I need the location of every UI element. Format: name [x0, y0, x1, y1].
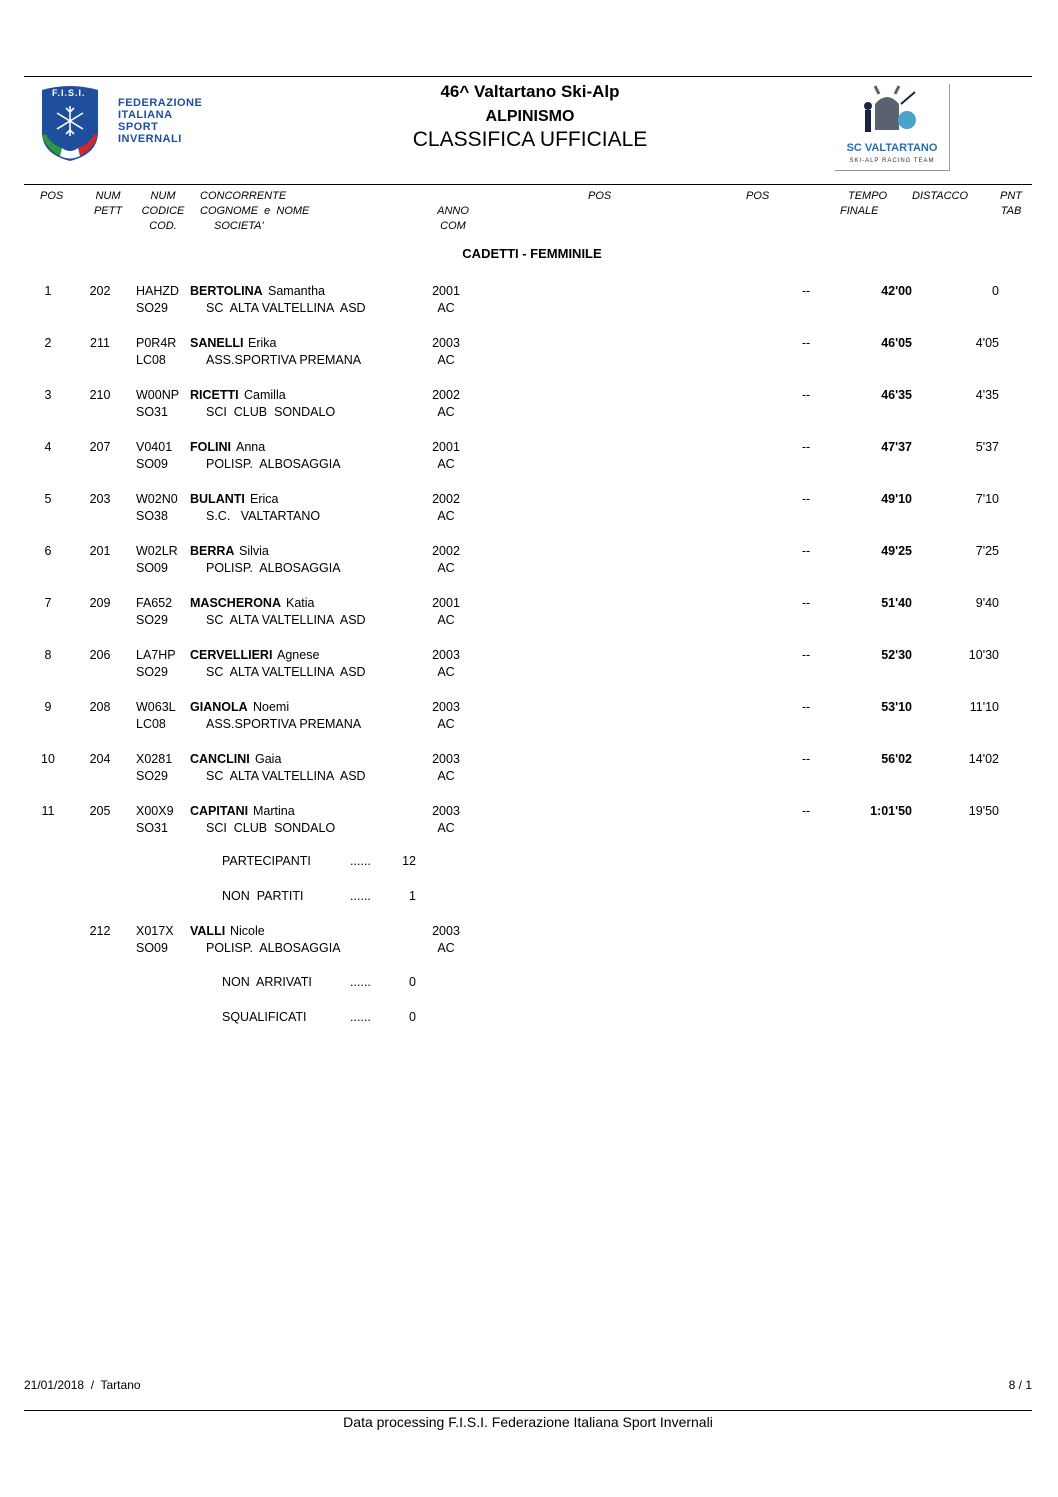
fisi-emblem-text: F.I.S.I.: [52, 88, 86, 98]
result-surname: BULANTI: [190, 492, 245, 506]
fisi-line: ITALIANA: [118, 109, 173, 121]
header-line: COD.: [149, 220, 177, 232]
fisi-line: INVERNALI: [118, 133, 182, 145]
ranking-type: CLASSIFICA UFFICIALE: [412, 128, 648, 151]
footer-rule: [24, 1410, 1032, 1411]
fisi-line: SPORT: [118, 121, 159, 133]
result-name: Agnese: [277, 648, 320, 662]
result-club-code: SO09: [136, 457, 168, 471]
summary-label: NON PARTITI: [222, 889, 304, 903]
summary-dots: ......: [350, 854, 371, 868]
summary-label: PARTECIPANTI: [222, 854, 311, 868]
result-dash: --: [801, 492, 811, 506]
result-pett: 203: [89, 492, 111, 506]
header-line: TAB: [1000, 205, 1022, 217]
result-club: SC ALTA VALTELLINA ASD: [206, 301, 366, 315]
header-line: COM: [440, 220, 466, 232]
result-club: SC ALTA VALTELLINA ASD: [206, 665, 366, 679]
result-gap: 19'50: [968, 804, 999, 818]
event-title: 46^ Valtartano Ski-Alp: [440, 82, 620, 101]
summary-value: 12: [402, 854, 416, 868]
result-surname: GIANOLA: [190, 700, 248, 714]
result-pos: 7: [44, 596, 52, 610]
result-pett: 209: [89, 596, 111, 610]
result-name: Erika: [248, 336, 277, 350]
dns-year: 2003: [432, 924, 460, 938]
header-line: COGNOME e NOME: [200, 205, 310, 217]
result-surname: BERTOLINA: [190, 284, 263, 298]
result-dash: --: [801, 596, 811, 610]
club-subtitle: SKI-ALP RACING TEAM: [849, 158, 935, 164]
result-gap: 5'37: [975, 440, 999, 454]
result-code: W02LR: [136, 544, 178, 558]
result-year: 2003: [432, 752, 460, 766]
fisi-logo: [38, 84, 102, 162]
result-pos: 9: [44, 700, 52, 714]
result-club-code: SO29: [136, 613, 168, 627]
result-dash: --: [801, 388, 811, 402]
result-gap: 9'40: [975, 596, 999, 610]
result-time: 56'02: [881, 752, 912, 766]
header-line: ANNO: [437, 205, 469, 217]
result-com: AC: [437, 717, 455, 731]
col-header-concorrente: [200, 189, 309, 234]
result-surname: SANELLI: [190, 336, 244, 350]
col-header-num-pett: [86, 189, 130, 219]
result-code: P0R4R: [136, 336, 177, 350]
result-club: S.C. VALTARTANO: [206, 509, 321, 523]
result-pos: 2: [44, 336, 52, 350]
result-club: SC ALTA VALTELLINA ASD: [206, 769, 366, 783]
result-gap: 4'05: [975, 336, 999, 350]
result-club-code: SO29: [136, 769, 168, 783]
header-line: NUM: [150, 190, 176, 202]
result-year: 2001: [432, 440, 460, 454]
result-time: 46'05: [881, 336, 912, 350]
result-pos: 1: [44, 284, 52, 298]
result-code: FA652: [136, 596, 173, 610]
result-pett: 204: [89, 752, 111, 766]
result-dash: --: [801, 544, 811, 558]
result-club: SCI CLUB SONDALO: [206, 405, 336, 419]
result-pett: 210: [89, 388, 111, 402]
dns-club: POLISP. ALBOSAGGIA: [206, 941, 341, 955]
result-time: 52'30: [881, 648, 912, 662]
result-code: V0401: [136, 440, 173, 454]
col-header-pos-2: POS: [588, 190, 612, 202]
col-header-num-codice: [138, 189, 188, 234]
result-gap: 10'30: [968, 648, 999, 662]
col-header-pnt-tab: [994, 189, 1028, 219]
header-line: CONCORRENTE: [200, 190, 287, 202]
header-line: TEMPO: [848, 190, 888, 202]
header-line: FINALE: [840, 205, 879, 217]
result-name: Erica: [250, 492, 279, 506]
result-dash: --: [801, 752, 811, 766]
header-line: NUM: [95, 190, 121, 202]
result-gap: 7'10: [975, 492, 999, 506]
fisi-line: FEDERAZIONE: [118, 97, 203, 109]
result-code: X00X9: [136, 804, 174, 818]
result-com: AC: [437, 353, 455, 367]
dns-club-code: SO09: [136, 941, 168, 955]
result-code: W063L: [136, 700, 176, 714]
result-time: 46'35: [881, 388, 912, 402]
summary-dots: ......: [350, 1010, 371, 1024]
result-club-code: LC08: [136, 717, 166, 731]
result-dash: --: [801, 440, 811, 454]
result-time: 53'10: [881, 700, 912, 714]
result-club-code: SO29: [136, 665, 168, 679]
result-dash: --: [801, 648, 811, 662]
footer-page: 8 / 1: [1008, 1378, 1032, 1392]
result-club-code: SO31: [136, 405, 168, 419]
result-com: AC: [437, 457, 455, 471]
result-pett: 208: [89, 700, 111, 714]
result-pos: 4: [44, 440, 52, 454]
result-club-code: SO09: [136, 561, 168, 575]
result-pos: 8: [44, 648, 52, 662]
result-club: ASS.SPORTIVA PREMANA: [206, 717, 362, 731]
result-com: AC: [437, 561, 455, 575]
result-club: ASS.SPORTIVA PREMANA: [206, 353, 362, 367]
result-pos: 11: [41, 804, 55, 818]
result-dash: --: [801, 284, 811, 298]
result-name: Samantha: [268, 284, 325, 298]
result-pos: 10: [41, 752, 55, 766]
col-header-distacco: DISTACCO: [912, 190, 969, 202]
result-code: W00NP: [136, 388, 180, 402]
dns-code: X017X: [136, 924, 174, 938]
result-com: AC: [437, 665, 455, 679]
result-com: AC: [437, 509, 455, 523]
result-time: 47'37: [881, 440, 912, 454]
footer-date-place: 21/01/2018 / Tartano: [24, 1378, 141, 1392]
result-time: 51'40: [881, 596, 912, 610]
result-com: AC: [437, 769, 455, 783]
result-year: 2003: [432, 336, 460, 350]
summary-value: 1: [409, 889, 416, 903]
result-surname: MASCHERONA: [190, 596, 281, 610]
result-code: X0281: [136, 752, 173, 766]
fisi-name: [118, 97, 202, 145]
result-year: 2003: [432, 804, 460, 818]
dns-pett: 212: [89, 924, 111, 938]
result-name: Noemi: [253, 700, 290, 714]
result-com: AC: [437, 821, 455, 835]
result-name: Katia: [286, 596, 315, 610]
col-header-pos: POS: [40, 190, 64, 202]
summary-dots: ......: [350, 889, 371, 903]
result-pett: 207: [89, 440, 111, 454]
result-surname: FOLINI: [190, 440, 231, 454]
result-surname: BERRA: [190, 544, 235, 558]
result-year: 2001: [432, 284, 460, 298]
result-pos: 6: [44, 544, 52, 558]
header-line: PETT: [93, 205, 123, 217]
result-name: Camilla: [244, 388, 286, 402]
header-line: SOCIETA': [214, 220, 264, 232]
summary-label: SQUALIFICATI: [222, 1010, 307, 1024]
result-club: SCI CLUB SONDALO: [206, 821, 336, 835]
event-discipline: ALPINISMO: [485, 108, 575, 125]
dns-com: AC: [437, 941, 455, 955]
result-time: 1:01'50: [870, 804, 912, 818]
summary-label: NON ARRIVATI: [222, 975, 312, 989]
result-pos: 5: [44, 492, 52, 506]
result-club-code: SO29: [136, 301, 168, 315]
result-surname: CERVELLIERI: [190, 648, 273, 662]
result-club-code: LC08: [136, 353, 166, 367]
summary-value: 0: [409, 975, 416, 989]
result-club: POLISP. ALBOSAGGIA: [206, 561, 341, 575]
result-time: 49'10: [881, 492, 912, 506]
result-gap: 0: [992, 284, 999, 298]
result-pett: 201: [89, 544, 111, 558]
footer-processing: Data processing F.I.S.I. Federazione Italiana Sport Invernali: [343, 1414, 713, 1430]
result-code: HAHZD: [136, 284, 180, 298]
header-line: PNT: [1000, 190, 1022, 202]
result-dash: --: [801, 804, 811, 818]
result-year: 2002: [432, 544, 460, 558]
summary-value: 0: [409, 1010, 416, 1024]
result-surname: CAPITANI: [190, 804, 249, 818]
result-year: 2003: [432, 648, 460, 662]
result-time: 42'00: [881, 284, 912, 298]
result-code: LA7HP: [136, 648, 176, 662]
result-pett: 205: [89, 804, 111, 818]
result-club: POLISP. ALBOSAGGIA: [206, 457, 341, 471]
viking-mascot-icon: [835, 84, 949, 144]
result-dash: --: [801, 700, 811, 714]
top-rule: [24, 76, 1032, 77]
result-club: SC ALTA VALTELLINA ASD: [206, 613, 366, 627]
result-gap: 7'25: [975, 544, 999, 558]
header-rule: [24, 184, 1032, 185]
summary-dots: ......: [350, 975, 371, 989]
category-title: CADETTI - FEMMINILE: [462, 246, 602, 261]
result-code: W02N0: [136, 492, 178, 506]
result-pos: 3: [44, 388, 52, 402]
result-name: Silvia: [239, 544, 269, 558]
col-header-pos-3: POS: [746, 190, 770, 202]
result-club-code: SO31: [136, 821, 168, 835]
result-name: Gaia: [255, 752, 282, 766]
result-com: AC: [437, 301, 455, 315]
result-club-code: SO38: [136, 509, 168, 523]
result-com: AC: [437, 613, 455, 627]
result-com: AC: [437, 405, 455, 419]
dns-surname: VALLI: [190, 924, 226, 938]
result-surname: RICETTI: [190, 388, 239, 402]
club-logo: [835, 84, 950, 171]
result-name: Anna: [236, 440, 266, 454]
result-gap: 4'35: [975, 388, 999, 402]
result-year: 2002: [432, 388, 460, 402]
result-gap: 14'02: [968, 752, 999, 766]
result-pett: 211: [90, 336, 110, 350]
header-line: CODICE: [141, 205, 185, 217]
result-time: 49'25: [881, 544, 912, 558]
result-pett: 206: [89, 648, 111, 662]
club-name: SC VALTARTANO: [846, 142, 938, 154]
dns-name: Nicole: [230, 924, 265, 938]
result-pett: 202: [89, 284, 111, 298]
result-year: 2002: [432, 492, 460, 506]
col-header-anno-com: [430, 204, 476, 234]
result-gap: 11'10: [969, 700, 999, 714]
result-year: 2003: [432, 700, 460, 714]
result-year: 2001: [432, 596, 460, 610]
result-surname: CANCLINI: [190, 752, 250, 766]
col-header-tempo-finale: [840, 189, 887, 219]
result-name: Martina: [253, 804, 295, 818]
result-dash: --: [801, 336, 811, 350]
